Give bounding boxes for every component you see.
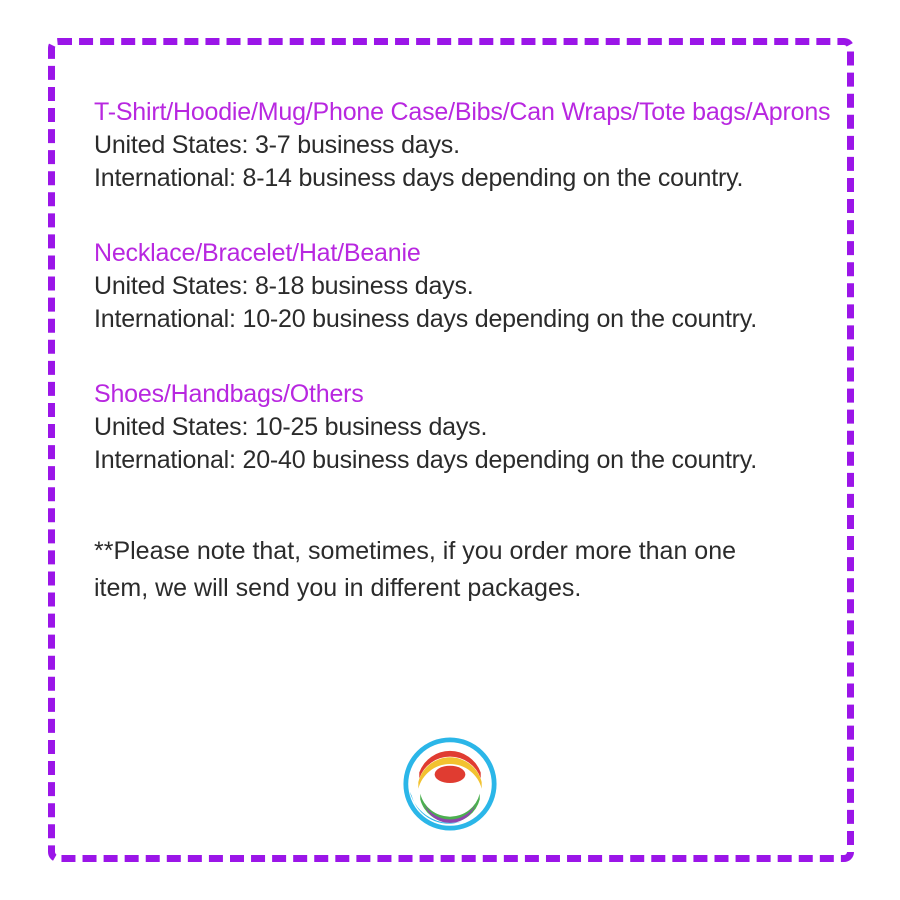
section-title: T-Shirt/Hoodie/Mug/Phone Case/Bibs/Can Wraps/Tote bags/Aprons	[94, 98, 831, 126]
international-shipping-time: International: 10-20 business days depending on the country.	[94, 305, 758, 333]
circular-rainbow-logo-icon	[402, 736, 498, 832]
section-title: Necklace/Bracelet/Hat/Beanie	[94, 239, 421, 267]
shipping-section	[94, 237, 824, 336]
international-shipping-time: International: 20-40 business days depending on the country.	[94, 446, 758, 474]
multiple-packages-note: **Please note that, sometimes, if you order more than one item, we will send you in different packages.	[94, 537, 737, 602]
logo-container	[0, 736, 900, 832]
shipping-section	[94, 378, 824, 477]
section-title: Shoes/Handbags/Others	[94, 380, 364, 408]
domestic-shipping-time: United States: 10-25 business days.	[94, 413, 488, 441]
domestic-shipping-time: United States: 8-18 business days.	[94, 272, 474, 300]
international-shipping-time: International: 8-14 business days depending on the country.	[94, 164, 744, 192]
shipping-section	[94, 96, 831, 195]
shipping-times-content	[94, 96, 831, 607]
domestic-shipping-time: United States: 3-7 business days.	[94, 131, 460, 159]
